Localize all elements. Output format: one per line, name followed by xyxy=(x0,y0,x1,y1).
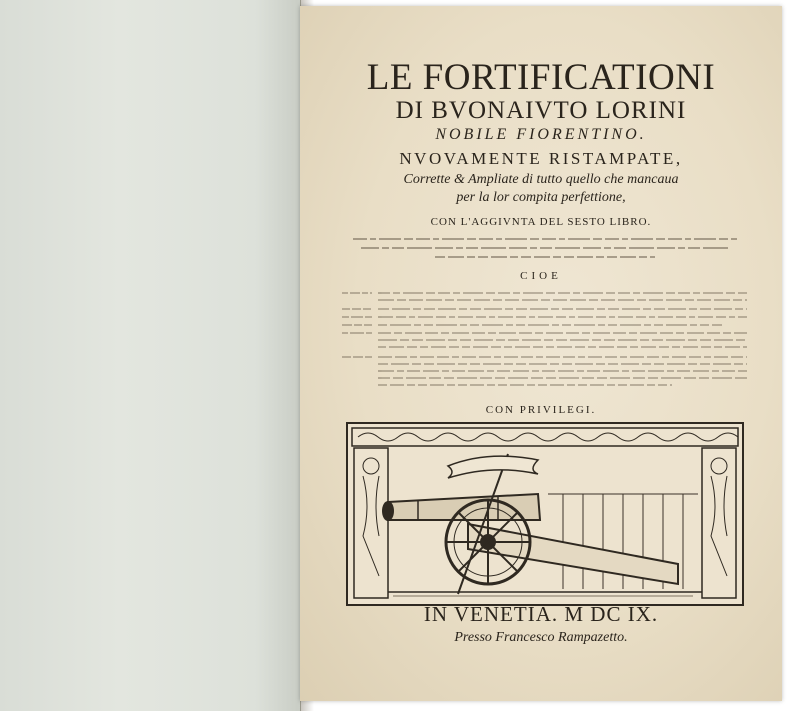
privilege-line: CON PRIVILEGI. xyxy=(485,404,597,416)
subtitle-fine-print xyxy=(345,235,745,261)
title-line-5: Corrette & Ampliate di tutto quello che mancaua xyxy=(403,172,679,187)
book-contents-list xyxy=(342,288,752,398)
title-line-1: LE FORTIFICATIONI xyxy=(366,57,716,98)
title-line-2: DI BVONAIVTO LORINI xyxy=(395,97,687,124)
title-line-6: per la lor compita perfettione, xyxy=(456,190,626,205)
title-page xyxy=(300,6,782,701)
cioe-heading: CIOE xyxy=(520,270,562,282)
title-line-7: CON L'AGGIVNTA DEL SESTO LIBRO. xyxy=(430,216,652,228)
imprint-place-year: IN VENETIA. M DC IX. xyxy=(423,602,659,626)
cannon-woodcut-icon xyxy=(348,424,742,604)
woodcut-illustration xyxy=(346,422,744,606)
title-line-4: NVOVAMENTE RISTAMPATE, xyxy=(399,149,683,168)
imprint-printer: Presso Francesco Rampazetto. xyxy=(454,630,628,645)
title-line-3: NOBILE FIORENTINO. xyxy=(435,126,647,143)
blank-left-leaf xyxy=(0,0,301,711)
